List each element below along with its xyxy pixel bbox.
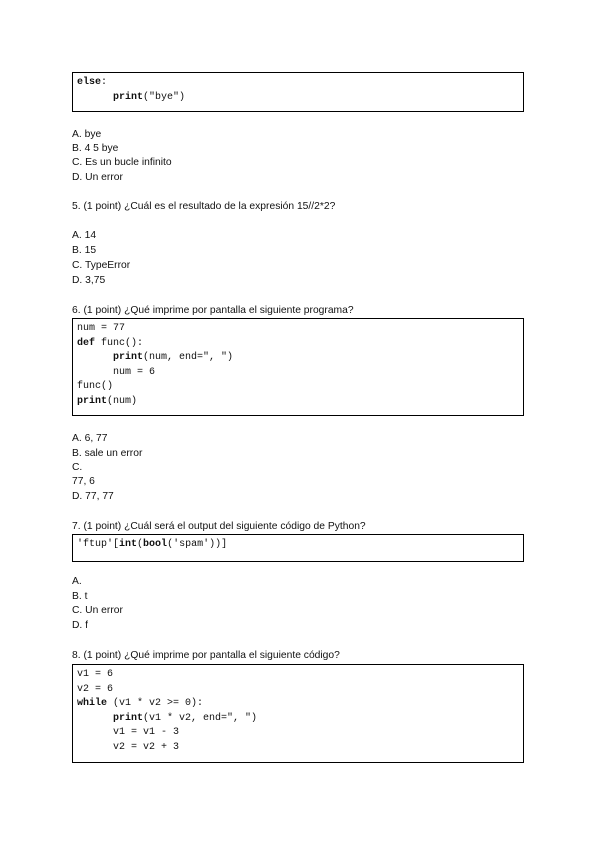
code-block-q8 — [72, 664, 524, 763]
code-line — [77, 395, 523, 410]
code-text: ( — [137, 539, 144, 550]
option-b: B. 15 — [72, 245, 97, 256]
code-line — [77, 741, 523, 756]
code-line — [77, 366, 523, 381]
code-text: num = 6 — [113, 366, 156, 378]
code-block-q6 — [72, 318, 524, 416]
option-c-value: 77, 6 — [72, 476, 95, 487]
code-line — [77, 697, 523, 712]
code-block-q7 — [72, 534, 524, 562]
code-line — [77, 76, 523, 91]
option-b: B. sale un error — [72, 448, 143, 459]
option-d: D. 77, 77 — [72, 491, 114, 502]
option-c: C. Es un bucle infinito — [72, 157, 172, 168]
code-text: (v1 * v2, end=", ") — [143, 712, 258, 724]
code-text: v2 = v2 + 3 — [113, 741, 180, 753]
code-block-q4 — [72, 72, 524, 112]
code-line — [77, 712, 523, 727]
code-keyword: print — [113, 352, 144, 364]
code-text: num = 77 — [77, 323, 126, 334]
question-6: 6. (1 point) ¿Qué imprime por pantalla el siguiente programa? — [72, 305, 354, 316]
code-line — [77, 322, 523, 337]
code-line — [77, 380, 523, 395]
code-line — [77, 726, 523, 741]
option-a: A. 14 — [72, 230, 97, 241]
option-b: B. 4 5 bye — [72, 143, 119, 154]
code-line — [77, 683, 523, 698]
option-a: A. — [72, 576, 82, 587]
code-keyword: while — [77, 698, 108, 710]
option-c: C. Un error — [72, 605, 123, 616]
code-keyword: print — [77, 395, 108, 407]
code-line — [77, 538, 523, 553]
option-c: C. — [72, 462, 83, 473]
code-keyword: print — [113, 712, 144, 724]
question-5: 5. (1 point) ¿Cuál es el resultado de la expresión 15//2*2? — [72, 201, 336, 212]
code-line — [77, 91, 523, 106]
option-b: B. t — [72, 591, 88, 602]
option-a: A. 6, 77 — [72, 433, 108, 444]
code-text: func() — [77, 381, 114, 393]
code-text: (num, end=", ") — [143, 352, 234, 364]
code-keyword: print — [113, 91, 144, 103]
option-a: A. bye — [72, 129, 102, 140]
option-d: D. f — [72, 620, 89, 631]
code-text: (num) — [107, 395, 138, 407]
code-text: func(): — [95, 337, 144, 349]
code-text: v1 = 6 — [77, 669, 114, 680]
option-d: D. 3,75 — [72, 275, 106, 286]
code-text: v1 = v1 - 3 — [113, 727, 180, 739]
code-line — [77, 351, 523, 366]
code-text: ("bye") — [143, 91, 186, 103]
code-text: : — [101, 77, 108, 88]
code-line — [77, 337, 523, 352]
code-keyword: bool — [143, 539, 168, 550]
code-text: ('spam'))] — [167, 539, 228, 550]
code-keyword: int — [119, 539, 138, 550]
option-d: D. Un error — [72, 172, 123, 183]
code-keyword: else — [77, 77, 102, 88]
option-c: C. TypeError — [72, 260, 131, 271]
code-text: 'ftup'[ — [77, 539, 120, 550]
code-line — [77, 668, 523, 683]
question-8: 8. (1 point) ¿Qué imprime por pantalla el siguiente código? — [72, 650, 340, 661]
code-text: v2 = 6 — [77, 683, 114, 695]
code-text: (v1 * v2 >= 0): — [107, 698, 204, 710]
question-7: 7. (1 point) ¿Cuál será el output del siguiente código de Python? — [72, 521, 366, 532]
code-keyword: def — [77, 337, 96, 349]
